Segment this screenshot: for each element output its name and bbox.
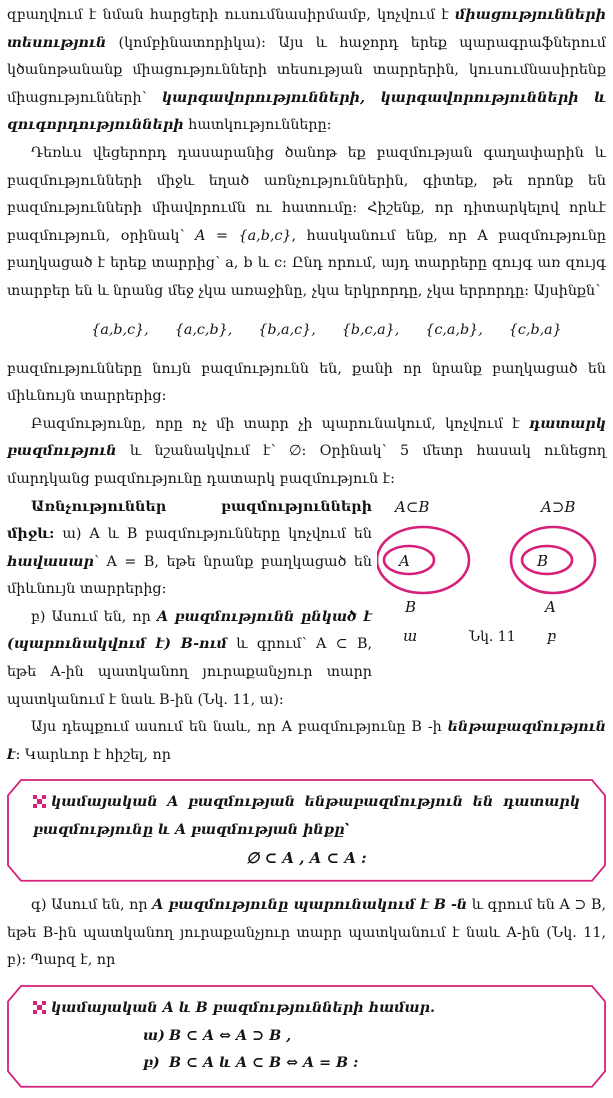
- set-formula: A = {a,b,c}: [195, 227, 292, 244]
- text: : Կարևոր է հիշել, որ: [15, 746, 171, 763]
- set-permutations-row: [7, 310, 606, 350]
- paragraph-equal-sets: [7, 494, 372, 604]
- outer-set-ring-right: [511, 527, 595, 593]
- inner-set-label-right: B: [537, 551, 549, 570]
- text: Դեռևս վեցերորդ դասարանից ծանոթ եք բազմության գաղափարին և բազմությունների միջև եղած առնչություններին, գիտեք, թե որոնք են բազմությունների միավորումն ու հատումը: Հիշենք, որ դիտարկելով որևէ բազմություն, օրինակ՝: [7, 144, 606, 244]
- formula: B ⊂ A և A ⊂ B ⇔ A = B :: [169, 1055, 359, 1072]
- subfigure-label-b: բ: [547, 626, 557, 645]
- rule-formula-b: [33, 1050, 580, 1078]
- rule-text: [33, 789, 580, 844]
- text: բ) Ասում են, որ: [31, 608, 157, 625]
- subfigure-label-a: ա: [403, 626, 418, 645]
- relations-section: [7, 494, 606, 715]
- formula-label: ա): [143, 1027, 165, 1044]
- rule-statement: կամայական A բազմության ենթաբազմություն են դատարկ բազմությունը և A բազմության ինքը՝: [33, 794, 580, 839]
- paragraph-same-set: բազմությունները նույն բազմությունն են, քանի որ նրանք բաղկացած են միևնույն տարրերից:: [7, 360, 606, 405]
- checkered-mark-icon: [33, 1001, 46, 1014]
- paragraph-superset: [7, 892, 606, 975]
- outer-set-label-left: B: [405, 597, 417, 616]
- set-item: {b,a,c},: [258, 321, 316, 338]
- set-item: {a,b,c},: [91, 321, 149, 338]
- set-item: {c,a,b},: [425, 321, 483, 338]
- relation-subset-label: A⊂B: [395, 497, 430, 516]
- paragraph-set-recall: [7, 140, 606, 306]
- term-empty-set: դատարկ բազմություն: [7, 415, 606, 460]
- textbook-page: [7, 2, 606, 1098]
- paragraph-combinatorics-intro: [7, 2, 606, 140]
- formula-label: բ): [143, 1055, 160, 1072]
- rule-box-equivalences: [7, 985, 606, 1088]
- checkered-mark-icon: [33, 795, 46, 808]
- text: Բազմությունը, որը ոչ մի տարր չի պարունակում, կոչվում է: [31, 415, 529, 432]
- text: գ) Ասում են, որ: [31, 897, 153, 914]
- figure-caption: Նկ. 11: [469, 628, 516, 645]
- formula: B ⊂ A ⇔ A ⊃ B ,: [169, 1027, 292, 1044]
- text: ա) A և B բազմությունները կոչվում են: [54, 526, 372, 543]
- paragraph-subset: [7, 604, 372, 714]
- rule-formula: ∅ ⊂ A , A ⊂ A :: [246, 848, 367, 867]
- term-arrangements: կարգավորությունների, կարգավորությունների և զուգորդությունների: [7, 89, 607, 134]
- term-equal: հավասար: [7, 553, 94, 570]
- text: և նշանակվում է՝ ∅: Օրինակ՝ 5 մետր հասակ ունեցող մարդկանց բազմությունը դատարկ բազմություն է:: [7, 443, 606, 487]
- set-item: {a,c,b},: [174, 321, 233, 338]
- term-theory: տեսություն: [7, 34, 107, 51]
- text: և գրում՝ A ⊂ B, եթե A-ին պատկանող յուրաքանչյուր տարր պատկանում է նաև B-ին (Նկ. 11, ա):: [7, 636, 373, 708]
- text: Այս դեպքում ասում են նաև, որ A բազմությունը B -ի: [31, 719, 448, 736]
- rule-box-subsets: [7, 779, 606, 882]
- text: զբաղվում է նման հարցերի ուսումնասիրմամբ, կոչվում է: [7, 7, 456, 23]
- relations-text: [7, 494, 372, 715]
- inner-set-label-left: A: [399, 551, 410, 570]
- rule-text: [33, 995, 580, 1023]
- paragraph-subset-definition: [7, 714, 606, 769]
- set-item: {c,b,a}: [508, 321, 562, 338]
- rule-formula-a: [33, 1023, 580, 1051]
- relation-superset-label: A⊃B: [541, 497, 576, 516]
- text: (կոմբինատորիկա): Այս և հաջորդ երեք պարագրաֆներում կծանոթանանք միացությունների տեսության տարրերին, կուսումնասիրենք միացությունների՝: [7, 34, 606, 106]
- text: , հասկանում ենք, որ A բազմությունը բաղկացած է երեք տարրից՝ a, b և c: Ընդ որում, այդ տարրերը զույգ առ զույգ տարբեր են և նրանց մեջ չկա առաջինը, չկա երկրորդը, չկա երրորդը: Այսինքն՝: [7, 227, 607, 299]
- term-subset: ենթաբազմություն է: [7, 719, 606, 763]
- rule-statement: կամայական A և B բազմությունների համար.: [51, 1000, 435, 1016]
- text: ՝ A = B, եթե նրանք բաղկացած են միևնույն տարրերից:: [7, 553, 372, 598]
- term-contained-in: A բազմությունն ընկած է (պարունակվում է) B-ում: [7, 608, 373, 653]
- term-contains: A բազմությունը պարունակում է B -ն: [152, 897, 468, 914]
- outer-set-ring-left: [377, 527, 469, 593]
- text: հատկությունները:: [183, 117, 332, 134]
- outer-set-label-right: A: [545, 597, 556, 616]
- paragraph-empty-set: [7, 411, 606, 494]
- text: և գրում են A ⊃ B, եթե B-ին պատկանող յուրաքանչյուր տարր պատկանում է նաև A-ին (Նկ. 11, բ): Պարզ է, որ: [7, 897, 607, 969]
- venn-diagram-figure-11: [377, 488, 606, 648]
- term-combinations: միացությունների: [455, 7, 606, 23]
- set-item: {b,c,a},: [341, 321, 400, 338]
- section-heading-relations: Առնչություններ բազմությունների միջև:: [7, 498, 372, 543]
